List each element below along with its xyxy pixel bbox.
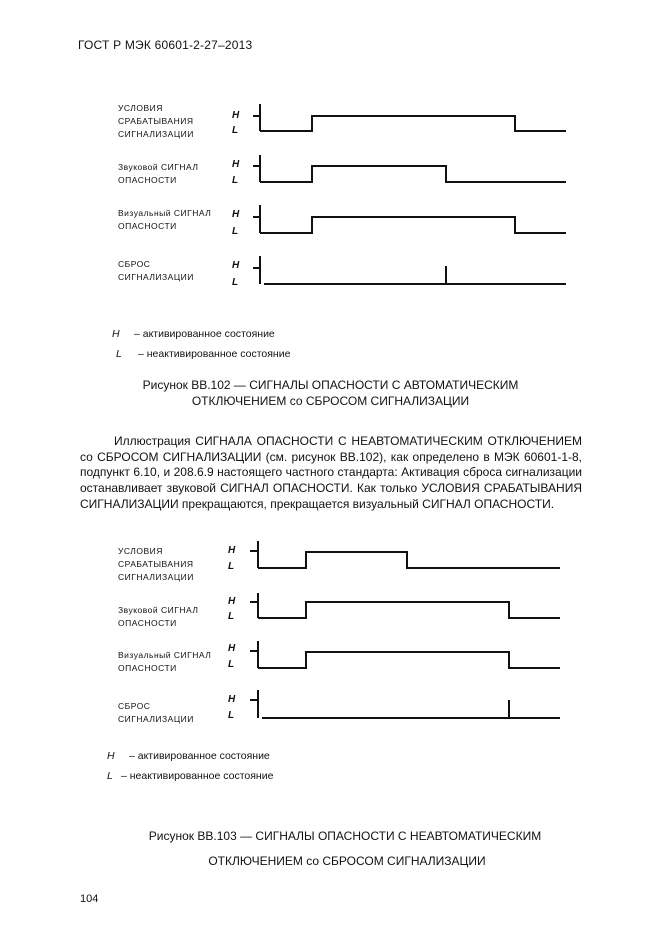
- l-mark: L: [228, 561, 235, 572]
- l-mark: L: [232, 277, 239, 288]
- signal-label-audio-alarm: Звуковой СИГНАЛ ОПАСНОСТИ: [118, 162, 199, 185]
- l-mark: L: [228, 611, 235, 622]
- legend-h: [107, 750, 270, 762]
- l-mark: L: [232, 125, 239, 136]
- h-mark: H: [228, 694, 236, 705]
- l-mark: L: [228, 659, 235, 670]
- caption-line: Рисунок ВВ.103 — СИГНАЛЫ ОПАСНОСТИ С НЕАВТОМАТИЧЕСКИМ: [148, 829, 542, 843]
- legend-symbol: H: [112, 328, 120, 340]
- document-header: ГОСТ Р МЭК 60601-2-27–2013: [78, 38, 253, 52]
- l-mark: L: [228, 710, 235, 721]
- h-mark: H: [232, 110, 240, 121]
- l-mark: L: [232, 226, 239, 237]
- legend-symbol: H: [107, 750, 115, 762]
- waveform-visual-alarm: [250, 641, 560, 668]
- legend-l: [107, 770, 273, 782]
- figure-caption-bb103: [0, 824, 661, 874]
- signal-label-alarm-reset: СБРОС СИГНАЛИЗАЦИИ: [118, 701, 194, 724]
- legend-text: – активированное состояние: [134, 328, 275, 340]
- signal-label-audio-alarm: Звуковой СИГНАЛ ОПАСНОСТИ: [118, 605, 199, 628]
- h-mark: H: [232, 159, 240, 170]
- paragraph-text: Иллюстрация СИГНАЛА ОПАСНОСТИ С НЕАВТОМАТИЧЕСКИМ ОТКЛЮЧЕНИЕМ со СБРОСОМ СИГНАЛИЗАЦИИ (см. рисунок ВВ.102), как определено в МЭК 60601-1-8, подпункт 6.10, и 208.6.9 настоящего частного стандарта: Активация сброса сигнализации останавливает звуковой СИГНАЛ ОПАСНОСТИ. Как только УСЛОВИЯ СРАБАТЫВАНИЯ СИГНАЛИЗАЦИИ прекращаются, прекращается визуальный СИГНАЛ ОПАСНОСТИ.: [80, 434, 582, 511]
- signal-label-visual-alarm: Визуальный СИГНАЛ ОПАСНОСТИ: [118, 650, 212, 673]
- caption-line: ОТКЛЮЧЕНИЕМ со СБРОСОМ СИГНАЛИЗАЦИИ: [191, 394, 470, 408]
- caption-line: Рисунок ВВ.102 — СИГНАЛЫ ОПАСНОСТИ С АВТОМАТИЧЕСКИМ: [142, 378, 519, 392]
- signal-label-alarm-conditions: УСЛОВИЯ СРАБАТЫВАНИЯ СИГНАЛИЗАЦИИ: [118, 103, 194, 139]
- signal-label-visual-alarm: Визуальный СИГНАЛ ОПАСНОСТИ: [118, 208, 212, 231]
- h-mark: H: [228, 545, 236, 556]
- h-mark: H: [228, 596, 236, 607]
- legend-symbol: L: [107, 770, 113, 782]
- h-mark: H: [232, 260, 240, 271]
- legend-text: – неактивированное состояние: [138, 348, 291, 360]
- caption-line: ОТКЛЮЧЕНИЕМ со СБРОСОМ СИГНАЛИЗАЦИИ: [208, 854, 486, 868]
- page-number: 104: [80, 893, 99, 905]
- legend-text: – активированное состояние: [129, 750, 270, 762]
- signal-label-alarm-conditions: УСЛОВИЯ СРАБАТЫВАНИЯ СИГНАЛИЗАЦИИ: [118, 546, 194, 582]
- waveform-audio-alarm: [250, 593, 560, 618]
- signal-label-alarm-reset: СБРОС СИГНАЛИЗАЦИИ: [118, 259, 194, 282]
- h-mark: H: [232, 209, 240, 220]
- waveform-alarm-conditions: [250, 541, 560, 568]
- waveform-alarm-reset: [250, 690, 560, 718]
- legend-text: – неактивированное состояние: [121, 770, 274, 782]
- l-mark: L: [232, 175, 239, 186]
- h-mark: H: [228, 643, 236, 654]
- legend-symbol: L: [116, 348, 122, 360]
